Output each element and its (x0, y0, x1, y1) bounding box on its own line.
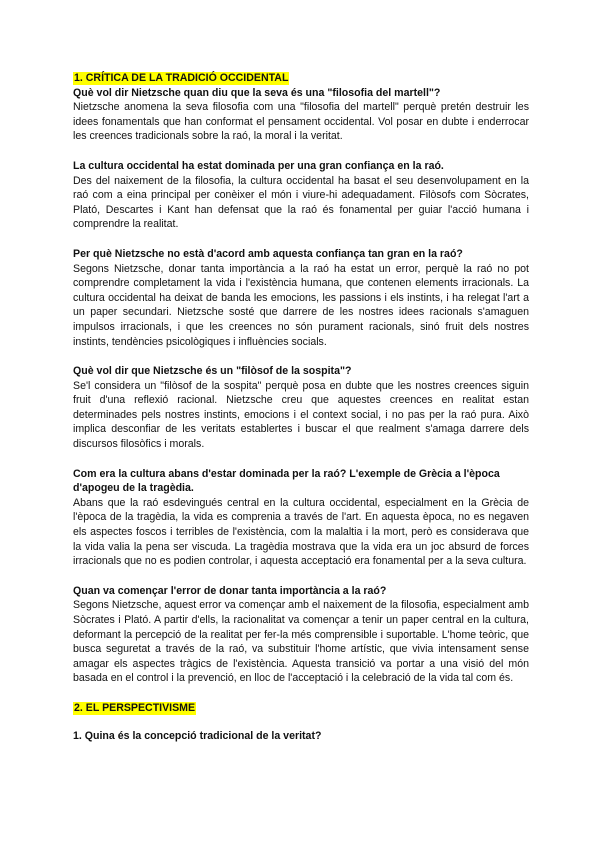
question-3: Per què Nietzsche no està d'acord amb aquesta confiança tan gran en la raó? (73, 247, 463, 260)
answer-2: Des del naixement de la filosofia, la cultura occidental ha basat el seu desenvolupament en la raó com a eina principal per conèixer el món i viure-hi adequadament. Filòsofs com Sòcrates, Plató, Descartes i Kant han defensat que la raó és fonamental per guiar l'acció humana i comprendre la realitat. (73, 174, 529, 231)
section-2-question-1: 1. Quina és la concepció tradicional de la veritat? (73, 729, 322, 742)
qa-block-3 (73, 247, 529, 349)
question-2: La cultura occidental ha estat dominada per una gran confiança en la raó. (73, 159, 444, 172)
section-1-heading: 1. CRÍTICA DE LA TRADICIÓ OCCIDENTAL (74, 72, 289, 84)
qa-block-5 (73, 467, 529, 569)
answer-4: Se'l considera un "filòsof de la sospita" perquè posa en dubte que les nostres creences siguin fruit d'una reflexió racional. Nietzsche creu que aquestes creences en realitat estan determinades pels nostres instints, emocions i el context social, i no pas per la raó pura. Això implica desconfiar de les veritats establertes i buscar el que realment s'amaga darrere dels discursos filosòfics i morals. (73, 379, 529, 451)
qa-block-6 (73, 584, 529, 686)
section-2-heading: 2. EL PERSPECTIVISME (74, 701, 196, 714)
answer-1: Nietzsche anomena la seva filosofia com una "filosofia del martell" perquè pretén destruir les idees fonamentals que han conformat el pensament occidental. Vol posar en dubte i enderrocar les creences tradicionals sobre la raó, la moral i la veritat. (73, 101, 529, 143)
qa-block-2 (73, 159, 529, 232)
document-content (73, 71, 529, 743)
qa-block-4 (73, 364, 529, 452)
answer-5: Abans que la raó esdevingués central en la cultura occidental, especialment en la Grècia de l'època de la tragèdia, la vida es comprenia a través de l'art. En aquesta època, no es negaven els aspectes foscos i terribles de l'existència, com la malaltia i la mort, però es considerava que la vida valia la pena ser viscuda. La tragèdia mostrava que la vida era un joc absurd de forces irracionals que no es podien controlar, i aquesta acceptació era fonamental per a la seva cultura. (73, 496, 529, 568)
question-4: Què vol dir que Nietzsche és un "filòsof de la sospita"? (73, 365, 352, 378)
question-5: Com era la cultura abans d'estar dominada per la raó? L'exemple de Grècia a l'època d'apogeu de la tragèdia. (73, 467, 500, 495)
answer-3: Segons Nietzsche, donar tanta importància a la raó ha estat un error, perquè la raó no pot comprendre completament la vida i l'existència humana, que contenen elements irracionals. La cultura occidental ha deixat de banda les emocions, les passions i els instints, i ha relegat l'art a un paper secundari. Nietzsche sosté que darrere de les nostres idees racionals s'amaguen impulsos irracionals, i que les creences no són purament racionals, sinó fruit dels nostres instints, tendències psicològiques i influències socials. (73, 262, 529, 348)
qa-block-1 (73, 86, 529, 144)
question-1: Què vol dir Nietzsche quan diu que la seva és una "filosofia del martell"? (73, 86, 441, 99)
answer-6: Segons Nietzsche, aquest error va començar amb el naixement de la filosofia, especialment amb Sòcrates i Plató. A partir d'ells, la racionalitat va començar a tenir un paper central en la cultura, deformant la percepció de la realitat per fer-la més comprensible i suportable. L'home teòric, que busca seguretat a través de la raó, va substituir l'home artístic, que vivia intensament sense amagar els aspectes tràgics de l'existència. Aquesta transició va portar a una visió del món basada en el control i la prevenció, en lloc de l'acceptació i la celebració de la vida tal com és. (73, 599, 529, 685)
question-6: Quan va començar l'error de donar tanta importància a la raó? (73, 584, 387, 597)
